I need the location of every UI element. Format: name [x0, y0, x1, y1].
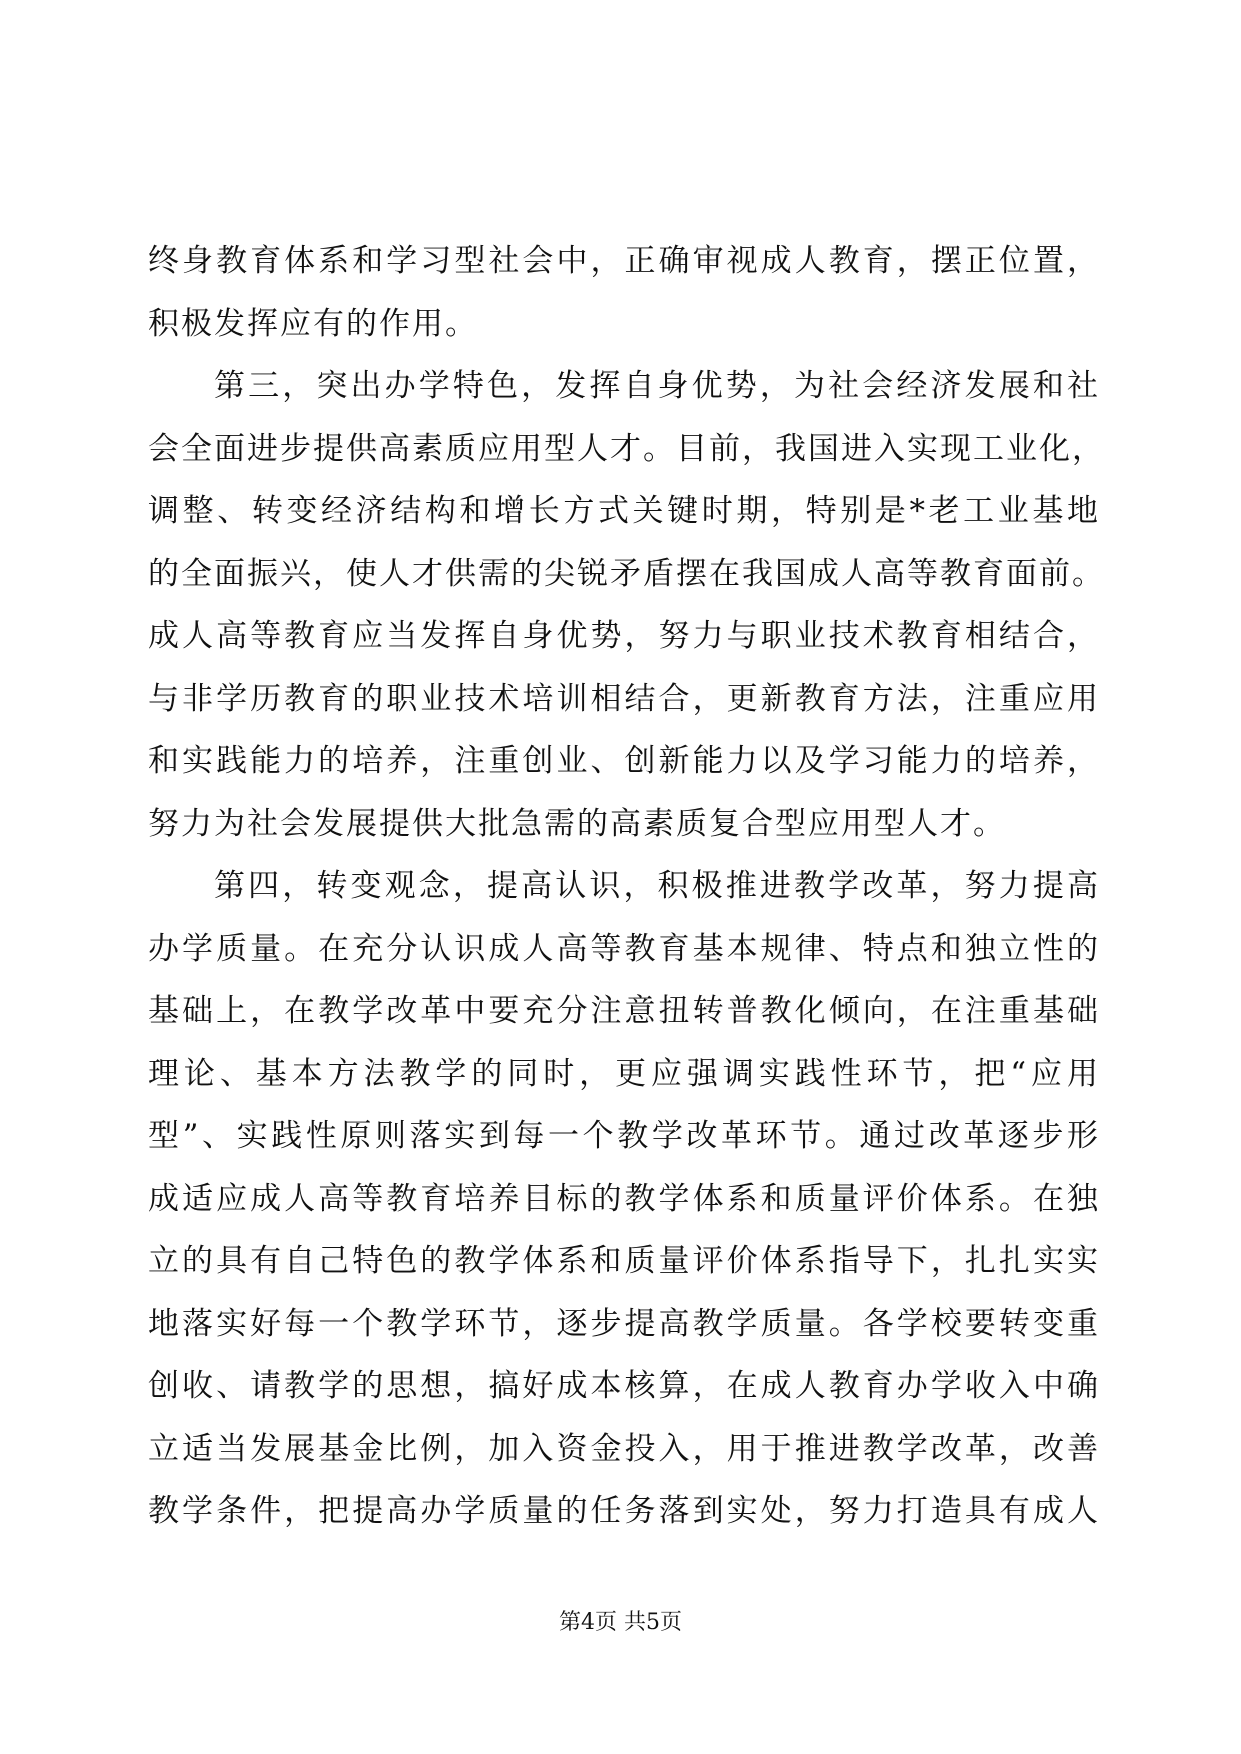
paragraph-start-line: 第四，转变观念，提高认识，积极推进教学改革，努力提高 [214, 868, 1100, 904]
text-line: 终身教育体系和学习型社会中，正确审视成人教育，摆正位置， [148, 243, 1100, 279]
text-line: 的全面振兴，使人才供需的尖锐矛盾摆在我国成人高等教育面前。 [148, 555, 1105, 592]
text-line: 会全面进步提供高素质应用型人才。目前，我国进入实现工业化， [148, 430, 1105, 467]
text-line: 型”、实践性原则落实到每一个教学改革环节。通过改革逐步形 [148, 1118, 1100, 1154]
text-line: 与非学历教育的职业技术培训相结合，更新教育方法，注重应用 [148, 680, 1100, 717]
text-line: 地落实好每一个教学环节，逐步提高教学质量。各学校要转变重 [148, 1305, 1100, 1342]
text-line: 调整、转变经济结构和增长方式关键时期，特别是*老工业基地 [148, 493, 1100, 529]
paragraph-start-line: 第三，突出办学特色，发挥自身优势，为社会经济发展和社 [214, 368, 1100, 404]
text-line: 立适当发展基金比例，加入资金投入，用于推进教学改革，改善 [148, 1430, 1100, 1467]
text-line: 积极发挥应有的作用。 [148, 305, 478, 342]
text-line: 理论、基本方法教学的同时，更应强调实践性环节，把“应用 [148, 1055, 1100, 1092]
text-line: 基础上，在教学改革中要充分注意扭转普教化倾向，在注重基础 [148, 993, 1100, 1029]
text-line: 和实践能力的培养，注重创业、创新能力以及学习能力的培养， [148, 743, 1100, 779]
text-line: 成适应成人高等教育培养目标的教学体系和质量评价体系。在独 [148, 1180, 1100, 1217]
text-line: 创收、请教学的思想，搞好成本核算，在成人教育办学收入中确 [148, 1368, 1100, 1404]
text-line: 成人高等教育应当发挥自身优势，努力与职业技术教育相结合， [148, 618, 1100, 654]
text-line: 努力为社会发展提供大批急需的高素质复合型应用型人才。 [148, 805, 1006, 842]
page-footer: 第4页 共5页 [559, 1610, 682, 1635]
text-line: 立的具有自己特色的教学体系和质量评价体系指导下，扎扎实实 [148, 1243, 1100, 1279]
text-line: 办学质量。在充分认识成人高等教育基本规律、特点和独立性的 [148, 930, 1100, 967]
body-text [148, 230, 1105, 1543]
text-line: 教学条件，把提高办学质量的任务落到实处，努力打造具有成人 [148, 1493, 1100, 1529]
